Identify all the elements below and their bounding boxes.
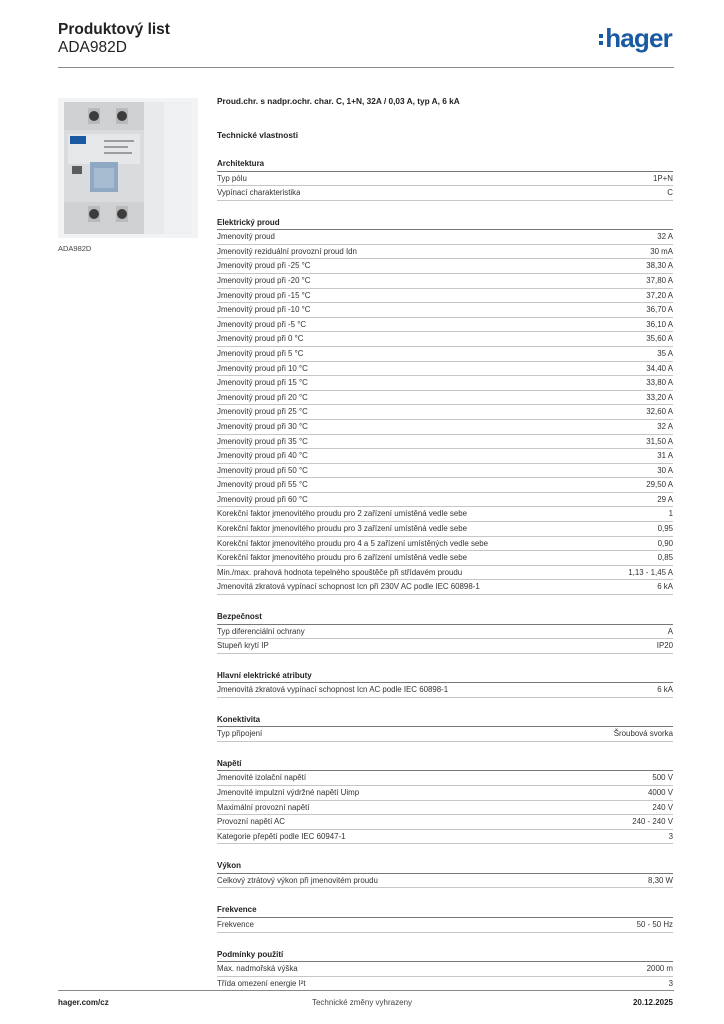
spec-value: 2000 m xyxy=(646,964,673,974)
spec-row xyxy=(217,318,673,333)
spec-value: 30 A xyxy=(657,465,673,475)
spec-row xyxy=(217,362,673,377)
spec-row xyxy=(217,274,673,289)
product-description: Proud.chr. s nadpr.ochr. char. C, 1+N, 32A / 0,03 A, typ A, 6 kA xyxy=(217,96,460,106)
spec-row xyxy=(217,493,673,508)
spec-label: Min./max. prahová hodnota tepelného spouštěče při střídavém proudu xyxy=(217,567,463,577)
spec-value: 240 - 240 V xyxy=(632,817,673,827)
spec-row xyxy=(217,230,673,245)
spec-label: Vypínací charakteristika xyxy=(217,188,301,198)
spec-label: Celkový ztrátový výkon při jmenovitém proudu xyxy=(217,875,378,885)
spec-row xyxy=(217,771,673,786)
spec-row xyxy=(217,874,673,889)
spec-value: 50 - 50 Hz xyxy=(636,919,673,929)
spec-value: 37,80 A xyxy=(646,275,673,285)
spec-value: 38,30 A xyxy=(646,261,673,271)
spec-value: 0,85 xyxy=(657,553,673,563)
spec-value: 31,50 A xyxy=(646,436,673,446)
spec-value: 36,70 A xyxy=(646,305,673,315)
footer-divider xyxy=(58,990,674,991)
header-divider xyxy=(58,67,674,68)
spec-label: Jmenovitá zkratová vypínací schopnost Icn při 230V AC podle IEC 60898-1 xyxy=(217,582,480,592)
section-title: Výkon xyxy=(217,858,673,874)
spec-value: 1,13 - 1,45 A xyxy=(628,567,673,577)
spec-value: 30 mA xyxy=(650,246,673,256)
spec-value: 31 A xyxy=(657,451,673,461)
spec-row xyxy=(217,464,673,479)
footer-date: 20.12.2025 xyxy=(632,998,673,1007)
spec-label: Jmenovitý proud při 35 °C xyxy=(217,436,308,446)
spec-label: Jmenovitý proud při 40 °C xyxy=(217,451,308,461)
spec-value: A xyxy=(667,626,673,636)
section-title: Hlavní elektrické atributy xyxy=(217,668,673,684)
spec-label: Jmenovitý proud při 55 °C xyxy=(217,480,308,490)
product-code: ADA982D xyxy=(58,39,127,56)
spec-row xyxy=(217,551,673,566)
spec-row xyxy=(217,918,673,933)
spec-row xyxy=(217,435,673,450)
footer-website: hager.com/cz xyxy=(58,998,109,1007)
spec-label: Jmenovitý reziduální provozní proud Idn xyxy=(217,246,357,256)
spec-label: Max. nadmořská výška xyxy=(217,964,298,974)
section-title: Podmínky použití xyxy=(217,947,673,963)
spec-value: 6 kA xyxy=(657,582,673,592)
logo-text: hager xyxy=(605,23,672,53)
spec-value: 500 V xyxy=(652,773,673,783)
spec-value: 33,80 A xyxy=(646,378,673,388)
logo-dots-icon xyxy=(599,34,603,45)
spec-label: Jmenovitý proud při 30 °C xyxy=(217,421,308,431)
spec-value: 1P+N xyxy=(653,173,673,183)
footer-note: Technické změny vyhrazeny xyxy=(311,998,413,1007)
spec-label: Jmenovitý proud při -20 °C xyxy=(217,275,311,285)
spec-row xyxy=(217,259,673,274)
spec-value: 35 A xyxy=(657,348,673,358)
spec-label: Jmenovitý proud při 20 °C xyxy=(217,392,308,402)
technical-properties-title: Technické vlastnosti xyxy=(217,130,298,140)
spec-label: Jmenovitý proud při -25 °C xyxy=(217,261,311,271)
spec-value: 32 A xyxy=(657,232,673,242)
section-title: Napětí xyxy=(217,756,673,772)
spec-row xyxy=(217,507,673,522)
spec-row xyxy=(217,580,673,595)
spec-row xyxy=(217,683,673,698)
spec-value: 3 xyxy=(668,978,673,988)
spec-label: Jmenovité izolační napětí xyxy=(217,773,307,783)
spec-label: Korekční faktor jmenovitého proudu pro 3 zařízení umístěná vedle sebe xyxy=(217,524,468,534)
spec-value: IP20 xyxy=(656,641,673,651)
spec-label: Jmenovitá zkratová vypínací schopnost Icn AC podle IEC 60898-1 xyxy=(217,685,449,695)
spec-row xyxy=(217,332,673,347)
spec-value: 37,20 A xyxy=(646,290,673,300)
spec-label: Korekční faktor jmenovitého proudu pro 4 a 5 zařízení umístěných vedle sebe xyxy=(217,538,489,548)
spec-content xyxy=(217,96,673,991)
spec-label: Jmenovitý proud při 0 °C xyxy=(217,334,304,344)
spec-label: Jmenovitý proud xyxy=(217,232,275,242)
spec-label: Jmenovitý proud při -5 °C xyxy=(217,319,307,329)
spec-value: 32 A xyxy=(657,421,673,431)
spec-value: 0,95 xyxy=(657,524,673,534)
spec-label: Jmenovitý proud při 50 °C xyxy=(217,465,308,475)
section-title: Bezpečnost xyxy=(217,609,673,625)
spec-row xyxy=(217,478,673,493)
spec-label: Frekvence xyxy=(217,919,254,929)
spec-label: Typ diferenciální ochrany xyxy=(217,626,305,636)
spec-label: Provozní napětí AC xyxy=(217,817,285,827)
spec-row xyxy=(217,303,673,318)
spec-row xyxy=(217,522,673,537)
spec-label: Jmenovité impulzní výdržné napětí Uimp xyxy=(217,788,360,797)
spec-row xyxy=(217,391,673,406)
spec-label: Třída omezení energie I²t xyxy=(217,978,306,988)
spec-label: Maximální provozní napětí xyxy=(217,802,310,812)
section-title: Architektura xyxy=(217,156,673,172)
spec-row xyxy=(217,786,673,801)
spec-row xyxy=(217,376,673,391)
spec-sections xyxy=(217,156,673,991)
spec-label: Jmenovitý proud při 60 °C xyxy=(217,494,308,504)
page-title: Produktový list xyxy=(58,21,170,38)
spec-row xyxy=(217,537,673,552)
spec-row xyxy=(217,801,673,816)
hager-logo xyxy=(599,25,672,51)
spec-row xyxy=(217,420,673,435)
spec-value: 29,50 A xyxy=(646,480,673,490)
spec-label: Korekční faktor jmenovitého proudu pro 2 zařízení umístěná vedle sebe xyxy=(217,509,468,519)
spec-value: 6 kA xyxy=(657,685,673,695)
spec-label: Jmenovitý proud při 15 °C xyxy=(217,378,308,388)
spec-label: Kategorie přepětí podle IEC 60947-1 xyxy=(217,831,346,841)
spec-row xyxy=(217,449,673,464)
spec-value: 29 A xyxy=(657,494,673,504)
spec-label: Korekční faktor jmenovitého proudu pro 6 zařízení umístěná vedle sebe xyxy=(217,553,468,563)
spec-value: 33,20 A xyxy=(646,392,673,402)
spec-row xyxy=(217,727,673,742)
spec-row xyxy=(217,347,673,362)
spec-value: 35,60 A xyxy=(646,334,673,344)
product-image xyxy=(58,98,198,238)
spec-row xyxy=(217,405,673,420)
spec-label: Typ připojení xyxy=(217,729,263,739)
spec-value: 36,10 A xyxy=(646,319,673,329)
spec-row xyxy=(217,186,673,201)
spec-label: Jmenovitý proud při 10 °C xyxy=(217,363,308,373)
spec-row xyxy=(217,625,673,640)
page-header xyxy=(58,21,674,67)
section-title: Elektrický proud xyxy=(217,215,673,231)
spec-label: Jmenovitý proud při -10 °C xyxy=(217,305,311,315)
spec-value: 3 xyxy=(668,831,673,841)
spec-label: Jmenovitý proud při -15 °C xyxy=(217,290,311,300)
spec-value: 32,60 A xyxy=(646,407,673,417)
spec-value: 1 xyxy=(668,509,673,519)
circuit-breaker-icon xyxy=(58,98,198,238)
image-caption: ADA982D xyxy=(58,244,92,253)
spec-row xyxy=(217,172,673,187)
section-title: Konektivita xyxy=(217,712,673,728)
spec-label: Typ pólu xyxy=(217,173,247,183)
spec-label: Jmenovitý proud při 5 °C xyxy=(217,348,304,358)
section-title: Frekvence xyxy=(217,902,673,918)
spec-value: C xyxy=(667,188,673,198)
spec-label: Stupeň krytí IP xyxy=(217,641,269,651)
spec-label: Jmenovitý proud při 25 °C xyxy=(217,407,308,417)
spec-row xyxy=(217,830,673,845)
spec-value: 240 V xyxy=(652,802,673,812)
spec-value: 34,40 A xyxy=(646,363,673,373)
spec-value: 0,90 xyxy=(657,538,673,548)
spec-row xyxy=(217,639,673,654)
spec-row xyxy=(217,962,673,977)
spec-value: 8,30 W xyxy=(648,875,673,885)
spec-value: Šroubová svorka xyxy=(613,729,673,739)
spec-row xyxy=(217,815,673,830)
spec-row xyxy=(217,289,673,304)
spec-row xyxy=(217,566,673,581)
spec-row xyxy=(217,245,673,260)
spec-value: 4000 V xyxy=(647,788,673,797)
